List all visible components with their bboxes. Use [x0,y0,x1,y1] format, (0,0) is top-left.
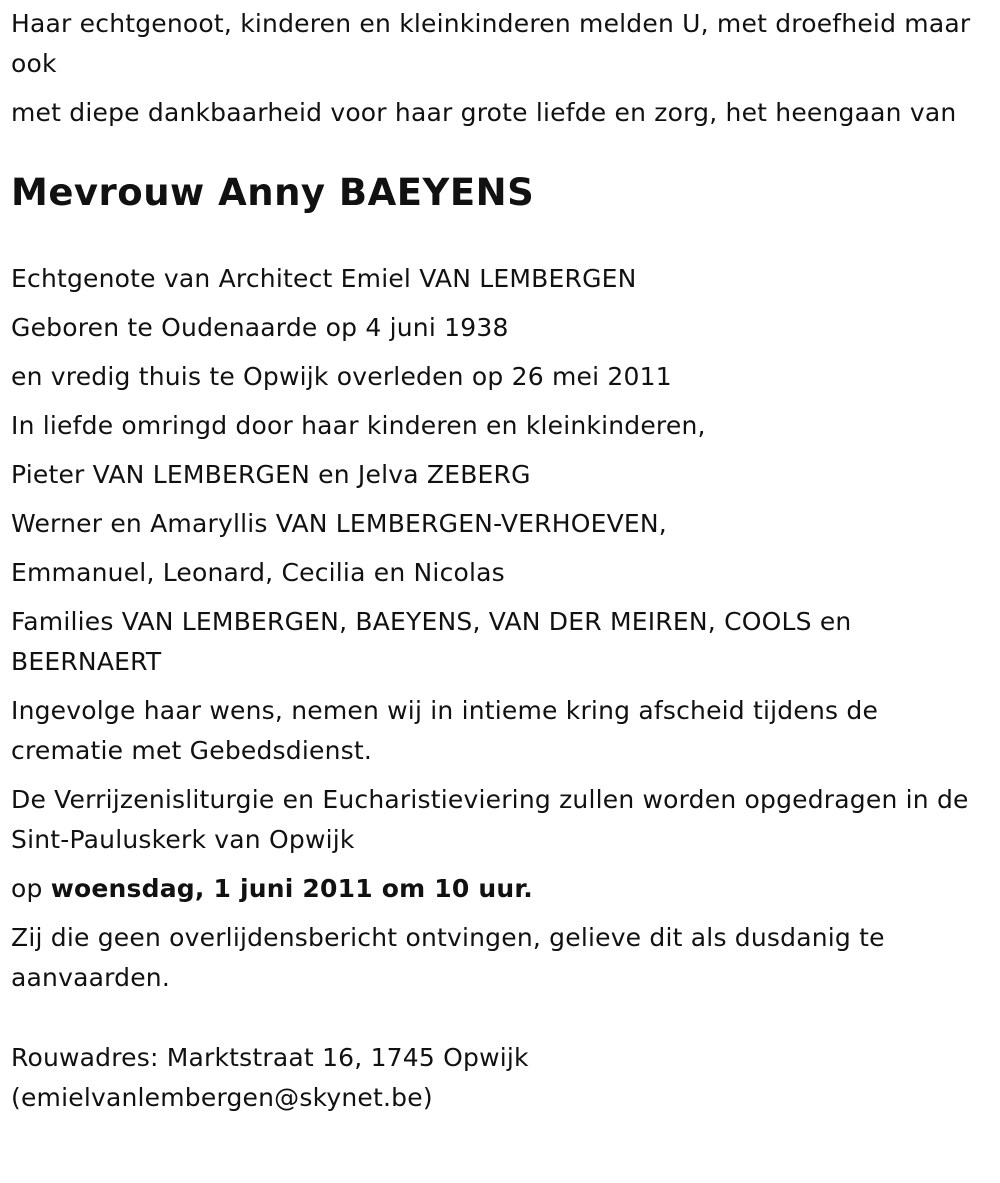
service-date [11,869,988,909]
notice-details [11,259,988,998]
detail-spouse: Echtgenote van Architect Emiel VAN LEMBERGEN [11,264,637,293]
detail-families: Families VAN LEMBERGEN, BAEYENS, VAN DER MEIREN, COOLS en BEERNAERT [11,607,852,676]
detail-farewell: Ingevolge haar wens, nemen wij in intieme kring afscheid tijdens de crematie met Gebedsdienst. [11,696,879,765]
address-line: Rouwadres: Marktstraat 16, 1745 Opwijk [11,1043,529,1072]
mourning-address [11,1038,988,1118]
detail-death: en vredig thuis te Opwijk overleden op 26 mei 2011 [11,362,672,391]
detail-liturgy: De Verrijzenisliturgie en Eucharistieviering zullen worden opgedragen in de Sint-Pauluskerk van Opwijk [11,785,969,854]
detail-birth: Geboren te Oudenaarde op 4 juni 1938 [11,313,509,342]
intro-line-1: Haar echtgenoot, kinderen en kleinkinderen melden U, met droefheid maar ook [11,9,971,78]
detail-family-1: Pieter VAN LEMBERGEN en Jelva ZEBERG [11,460,531,489]
closing-note: Zij die geen overlijdensbericht ontvingen, gelieve dit als dusdanig te aanvaarden. [11,923,885,992]
detail-family-2: Werner en Amaryllis VAN LEMBERGEN-VERHOEVEN, [11,509,667,538]
address-email: (emielvanlembergen@skynet.be) [11,1083,433,1112]
detail-family-intro: In liefde omringd door haar kinderen en kleinkinderen, [11,411,706,440]
spacer [11,1007,988,1038]
detail-grandchildren: Emmanuel, Leonard, Cecilia en Nicolas [11,558,505,587]
deceased-name: Mevrouw Anny BAEYENS [11,171,535,214]
service-prefix: op [11,874,51,903]
service-date-time: woensdag, 1 juni 2011 om 10 uur. [50,874,533,903]
intro-line-2: met diepe dankbaarheid voor haar grote liefde en zorg, het heengaan van [11,98,957,127]
